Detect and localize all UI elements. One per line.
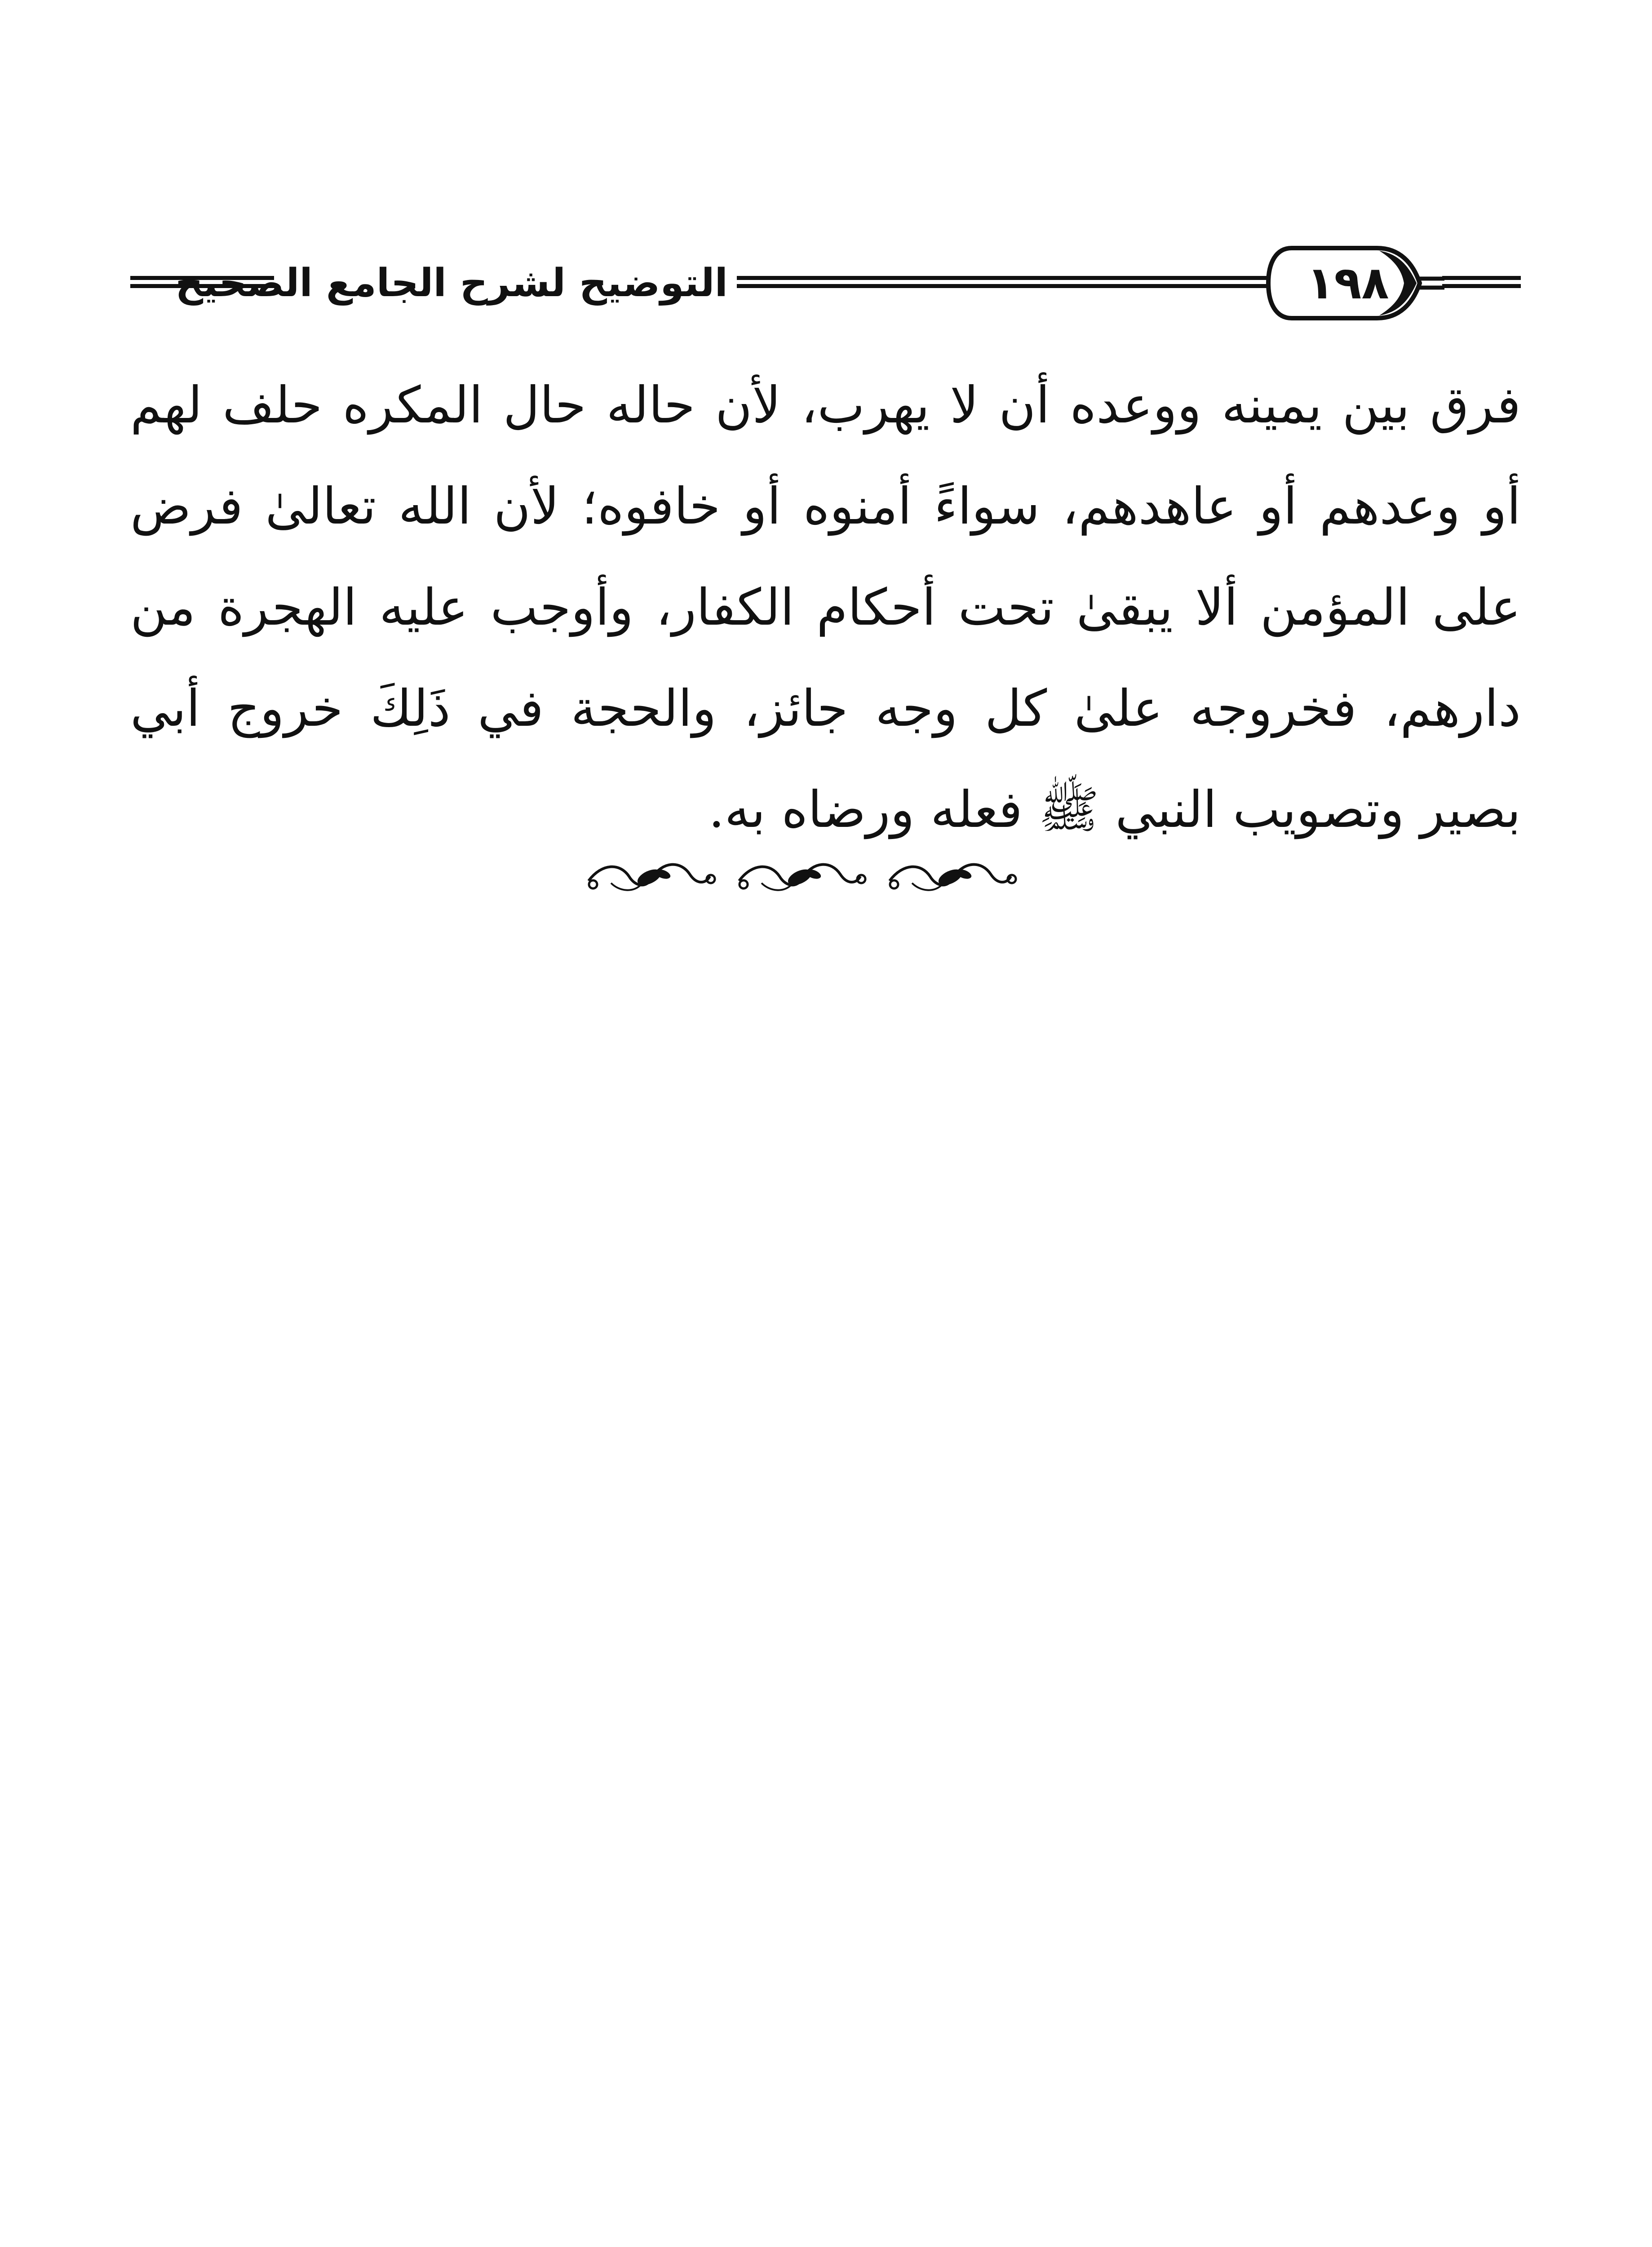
- text-line: فرق بين يمينه ووعده أن لا يهرب، لأن حاله حال المكره حلف لهم: [130, 376, 1521, 435]
- text-line: دارهم، فخروجه علىٰ كل وجه جائز، والحجة في ذَلِكَ خروج أبي: [130, 679, 1521, 738]
- floral-divider-icon: [575, 849, 1024, 903]
- running-header: [0, 238, 1652, 328]
- text-line: بصير وتصويب النبي ﷺ فعله ورضاه به.: [709, 781, 1521, 839]
- text-line: على المؤمن ألا يبقىٰ تحت أحكام الكفار، وأوجب عليه الهجرة من: [130, 578, 1521, 637]
- text-line: أو وعدهم أو عاهدهم، سواءً أمنوه أو خافوه؛ لأن الله تعالىٰ فرض: [130, 477, 1521, 536]
- header-rule-right: [1442, 276, 1521, 288]
- body-text: [130, 355, 1521, 861]
- page-number: ١٩٨: [1307, 257, 1389, 309]
- header-rule-middle: [737, 276, 1267, 288]
- running-title: التوضيح لشرح الجامع الصحيح: [175, 261, 728, 306]
- page-number-badge: [1265, 243, 1444, 324]
